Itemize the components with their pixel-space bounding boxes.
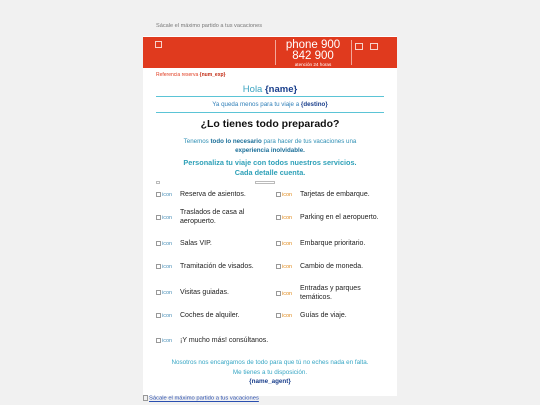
service-item — [156, 289, 266, 298]
reference-value: {num_exp} — [199, 72, 226, 78]
service-icon: icon — [276, 215, 300, 221]
service-item — [156, 263, 271, 272]
spacer-image — [255, 180, 277, 184]
greeting-hello: Hola — [242, 84, 263, 95]
service-item — [276, 240, 394, 249]
header-divider — [351, 40, 352, 65]
broken-image-icon — [255, 181, 275, 184]
service-icon: icon — [276, 264, 300, 270]
service-item — [156, 312, 266, 321]
personalize-text — [143, 158, 397, 178]
service-label: Parking en el aeropuerto. — [300, 214, 379, 221]
service-icon: icon — [156, 313, 180, 319]
spacer-image — [156, 180, 162, 184]
service-item — [156, 337, 291, 346]
service-icon: icon — [156, 192, 180, 198]
phone-block[interactable] — [277, 40, 349, 67]
service-icon: icon — [156, 290, 180, 296]
personalize-line: Personaliza tu viaje con todos nuestros servicios. Cada detalle cuenta. — [183, 158, 357, 177]
intro-bold: todo lo necesario — [210, 138, 262, 145]
greeting-name: {name} — [264, 84, 298, 95]
footer-line: Nosotros nos encargamos de todo para que tú no eches nada en falta. — [171, 359, 369, 366]
bottom-link-text[interactable]: Sácale el máximo partido a tus vacaciones — [149, 395, 259, 402]
service-label: Reserva de asientos. — [180, 191, 246, 198]
broken-image-icon — [370, 43, 378, 50]
headline: ¿Lo tienes todo preparado? — [200, 118, 340, 130]
service-icon: icon — [156, 241, 180, 247]
broken-image-icon — [143, 395, 148, 401]
intro-bold: experiencia inolvidable. — [235, 146, 305, 154]
service-item — [276, 312, 394, 321]
social-link-1[interactable] — [355, 43, 366, 50]
service-label: Cambio de moneda. — [300, 263, 364, 270]
email-header — [143, 37, 397, 68]
service-item — [276, 285, 394, 302]
intro-text: para hacer de tus vacaciones una — [263, 138, 357, 145]
broken-image-icon — [156, 181, 160, 184]
reference-label: Referencia reserva — [156, 72, 199, 78]
service-item — [156, 191, 266, 200]
service-label: Salas VIP. — [180, 240, 212, 247]
bottom-banner-link[interactable] — [143, 395, 259, 402]
social-links — [355, 43, 395, 51]
service-label: Tarjetas de embarque. — [300, 191, 370, 198]
service-label: Entradas y parques temáticos. — [300, 285, 361, 301]
service-label: Coches de alquiler. — [180, 312, 240, 319]
intro-paragraph — [143, 138, 397, 155]
service-icon: icon — [156, 264, 180, 270]
service-item — [156, 240, 266, 249]
footer-line: Me tienes a tu disposición. — [232, 368, 308, 376]
trip-subtitle — [143, 101, 397, 108]
service-label: Guías de viaje. — [300, 312, 347, 319]
service-icon: icon — [276, 192, 300, 198]
subtitle-text: Ya queda menos para tu viaje a — [212, 101, 300, 108]
service-label: Traslados de casa al aeropuerto. — [180, 209, 245, 225]
subtitle-destination: {destino} — [300, 101, 328, 108]
email-body — [143, 16, 397, 402]
phone-number[interactable]: phone 900 842 900 — [285, 39, 341, 62]
service-item — [276, 191, 394, 200]
broken-image-icon — [155, 41, 162, 48]
service-icon: icon — [156, 215, 180, 221]
service-icon: icon — [276, 313, 300, 319]
intro-text: Tenemos — [183, 138, 209, 145]
agent-name: {name_agent} — [249, 378, 291, 385]
footer-text — [143, 358, 397, 387]
header-divider — [275, 40, 276, 65]
brand-logo[interactable] — [155, 41, 199, 49]
service-icon: icon — [156, 338, 180, 344]
broken-image-icon — [355, 43, 363, 50]
service-label: Embarque prioritario. — [300, 240, 366, 247]
service-item — [276, 263, 394, 272]
divider-line — [156, 112, 384, 113]
phone-hours: atención 24 horas — [294, 62, 332, 67]
preheader-text: Sácale el máximo partido a tus vacaciones — [143, 16, 397, 36]
service-label: Visitas guiadas. — [180, 289, 229, 296]
service-icon: icon — [276, 291, 300, 297]
service-label: ¡Y mucho más! consúltanos. — [180, 337, 269, 344]
service-icon: icon — [276, 241, 300, 247]
social-link-2[interactable] — [370, 43, 381, 50]
greeting — [143, 84, 397, 95]
divider-line — [156, 96, 384, 97]
service-label: Tramitación de visados. — [180, 263, 254, 270]
service-item — [276, 214, 394, 223]
service-item — [156, 209, 261, 226]
booking-reference — [156, 72, 225, 78]
